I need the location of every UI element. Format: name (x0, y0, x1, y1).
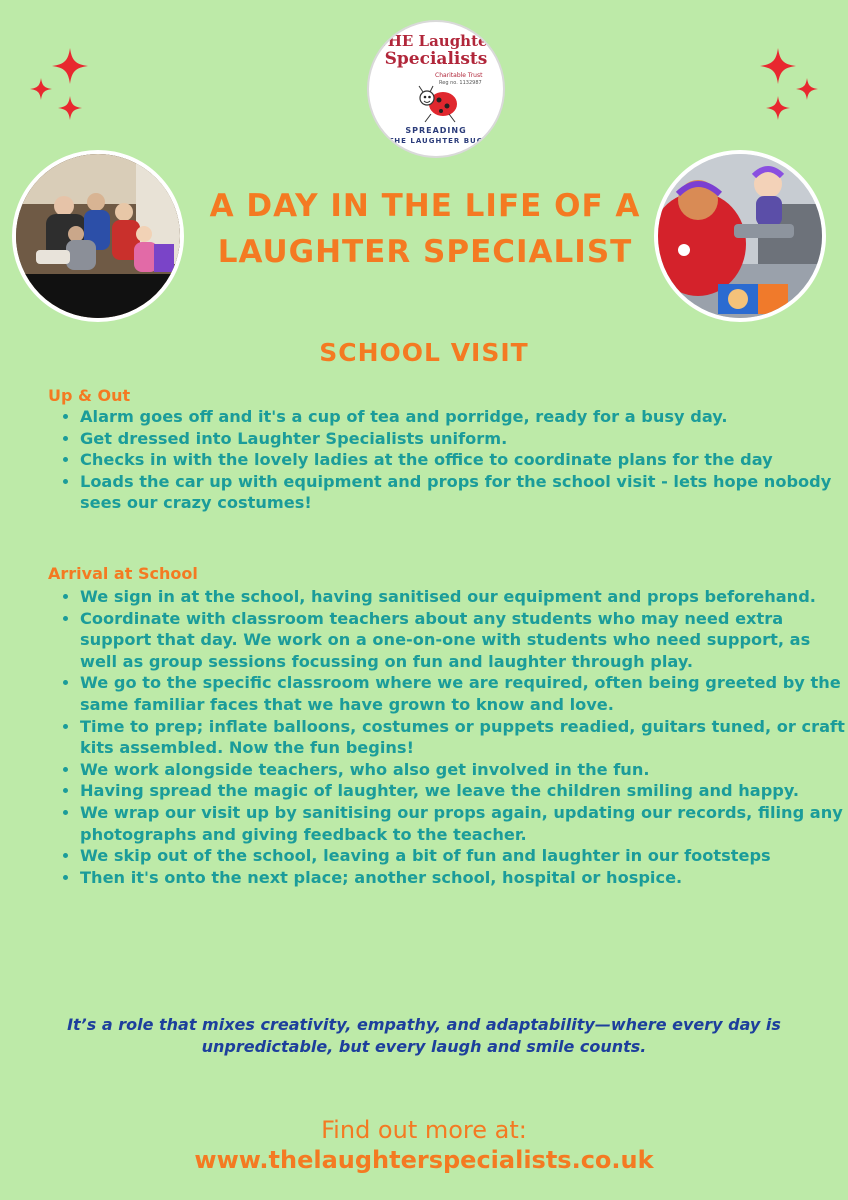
section-heading-up-out: Up & Out (48, 386, 131, 405)
list-item: • We go to the specific classroom where we are required, often being greeted by the same familiar faces that we have grown to know and love. (80, 672, 848, 715)
list-item: • Get dressed into Laughter Specialists uniform. (80, 428, 848, 450)
list-item: • We skip out of the school, leaving a bit of fun and laughter in our footsteps (80, 845, 848, 867)
find-out-more-label: Find out more at: (321, 1116, 527, 1144)
photo-children-group (12, 150, 184, 322)
logo-line-2: Specialists (384, 49, 488, 69)
list-item: • Coordinate with classroom teachers about any students who may need extra support that day. We work on a one-on-one with students who need support, as well as group sessions focussing on fun and laughter through play. (80, 608, 848, 673)
sparkle-icon (766, 96, 790, 120)
sparkle-icon (52, 48, 88, 84)
sparkle-icon (796, 78, 818, 100)
sparkle-icon (30, 78, 52, 100)
list-item: • Loads the car up with equipment and props for the school visit - lets hope nobody sees our crazy costumes! (80, 471, 848, 514)
logo-tagline-bottom: THE LAUGHTER BUG (388, 137, 484, 145)
page-subtitle: SCHOOL VISIT (319, 338, 529, 367)
list-item: • We work alongside teachers, who also get involved in the fun. (80, 759, 848, 781)
logo-charity: Charitable Trust (435, 72, 483, 79)
logo-line-1: THE Laughter (376, 32, 496, 50)
list-item: • Alarm goes off and it's a cup of tea and porridge, ready for a busy day. (80, 406, 848, 428)
list-item: • Time to prep; inflate balloons, costumes or puppets readied, guitars tuned, or craft kits assembled. Now the fun begins! (80, 716, 848, 759)
page-title: A DAY IN THE LIFE OF A LAUGHTER SPECIALIST (209, 188, 641, 270)
logo-reg: Reg no. 1132987 (439, 80, 482, 86)
list-item: • Then it's onto the next place; another school, hospital or hospice. (80, 867, 848, 889)
list-item: • We wrap our visit up by sanitising our props again, updating our records, filing any photographs and giving feedback to the teacher. (80, 802, 848, 845)
logo-tagline-top: SPREADING (405, 126, 467, 135)
sparkle-icon (760, 48, 796, 84)
website-link[interactable]: www.thelaughterspecialists.co.uk (194, 1146, 654, 1174)
ladybug-icon (411, 84, 467, 126)
list-item: • Having spread the magic of laughter, we leave the children smiling and happy. (80, 780, 848, 802)
list-arrival (56, 586, 848, 888)
charity-logo (367, 20, 505, 158)
list-item: • We sign in at the school, having sanitised our equipment and props beforehand. (80, 586, 848, 608)
list-item: • Checks in with the lovely ladies at the office to coordinate plans for the day (80, 449, 848, 471)
closing-statement: It’s a role that mixes creativity, empathy, and adaptability—where every day is unpredictable, but every laugh and smile counts. (67, 1015, 781, 1056)
section-heading-arrival: Arrival at School (48, 564, 198, 583)
list-up-out (56, 406, 848, 514)
sparkle-icon (58, 96, 82, 120)
